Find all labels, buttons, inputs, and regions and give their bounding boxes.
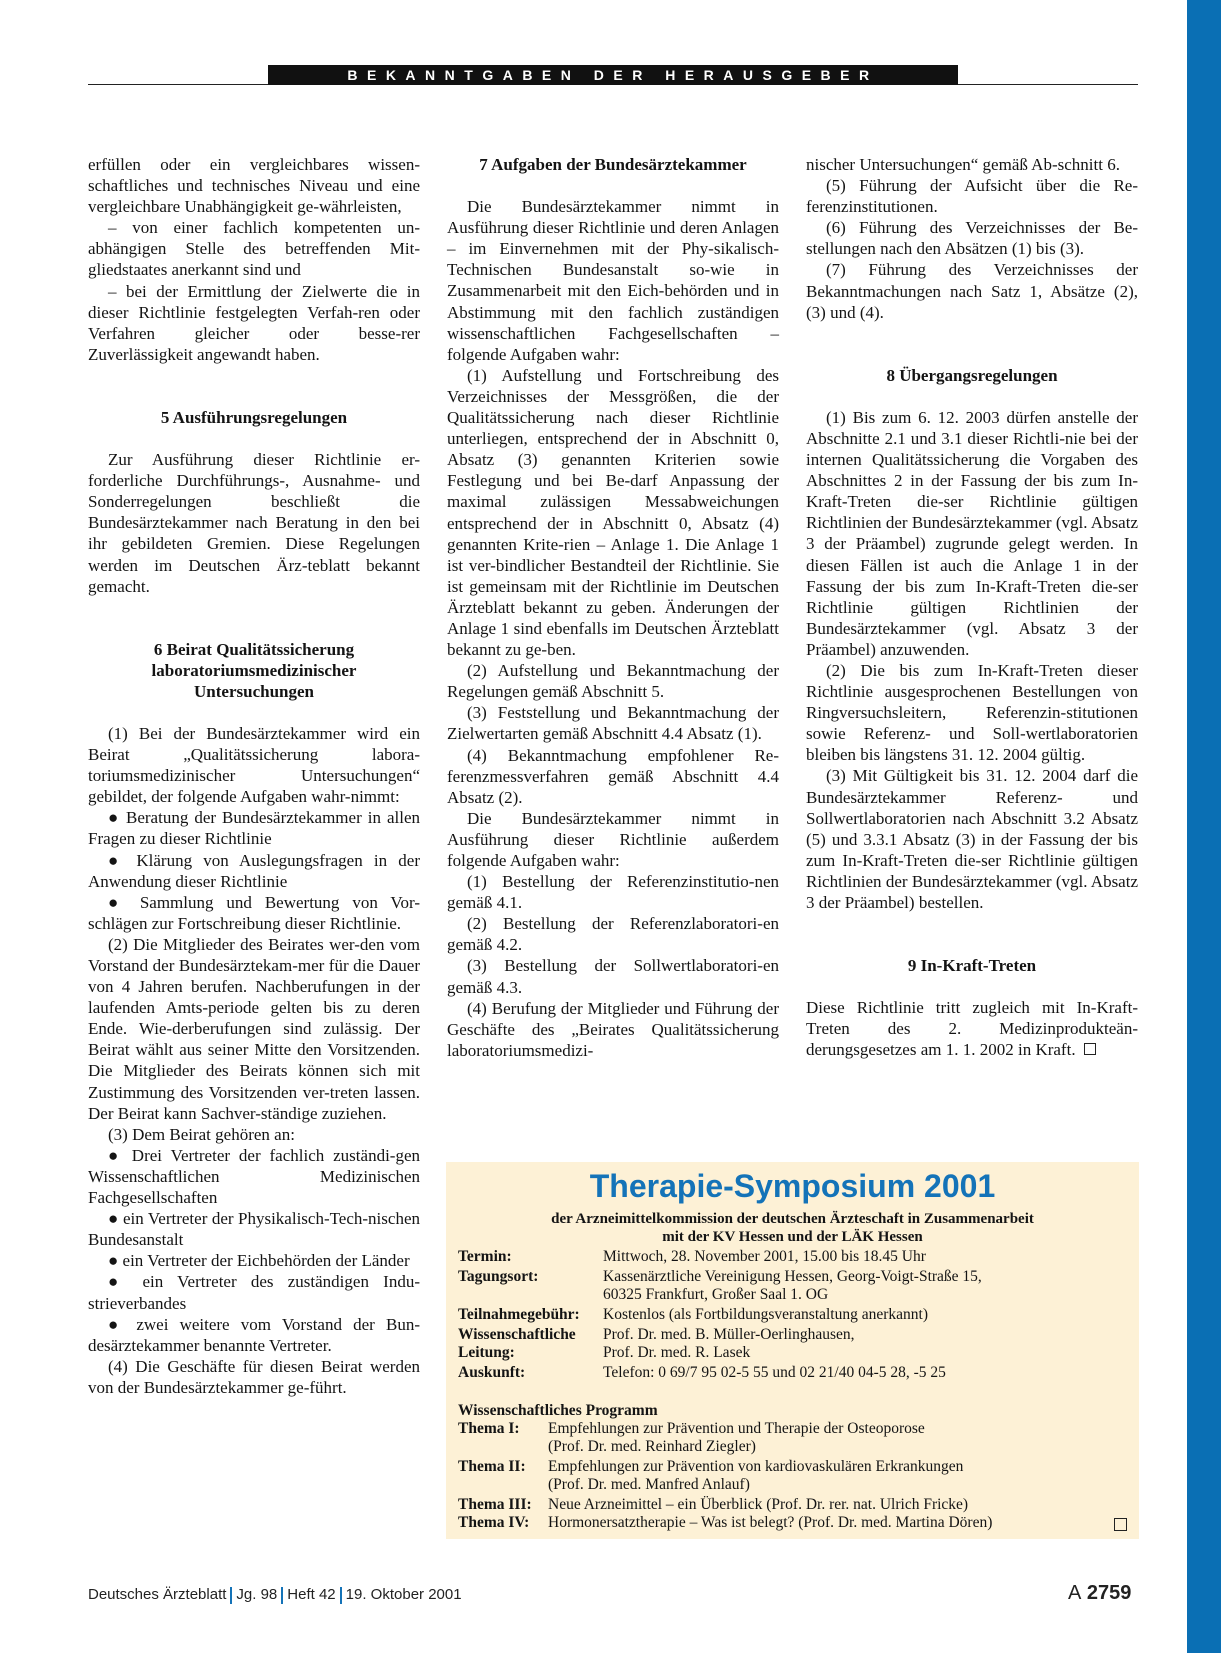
paragraph: Die Bundesärztekammer nimmt in Ausführung dieser Richtlinie und deren Anlagen – im Einvernehmen mit der Phy-sikalisch-Technischen Bundesanstalt so-wie in Zusammenarbeit mit den Eich-behörden und in Abstimmung mit den fachlich zuständigen wissenschaftlichen Fachgesellschaften – folgende Aufgaben wahr: bbox=[447, 197, 779, 364]
column-2 bbox=[447, 154, 779, 1061]
bullet-item: ● ein Vertreter der Eichbehörden der Länder bbox=[108, 1251, 410, 1271]
paragraph: (4) Bekanntmachung empfohlener Re-ferenzmessverfahren gemäß Abschnitt 4.4 Absatz (2). bbox=[447, 745, 779, 807]
infobox-title: Therapie-Symposium 2001 bbox=[589, 1168, 996, 1204]
blue-side-bar bbox=[1187, 0, 1221, 1653]
value: Empfehlungen zur Prävention von kardiovaskulären Erkrankungen bbox=[548, 1458, 964, 1475]
value: Telefon: 0 69/7 95 02-5 55 und 02 21/40 04-5 28, -5 25 bbox=[603, 1364, 946, 1381]
paragraph: (3) Bestellung der Sollwertlaboratori-en gemäß 4.3. bbox=[447, 956, 779, 997]
section-heading-9: 9 In-Kraft-Treten bbox=[907, 956, 1037, 976]
end-mark-icon bbox=[1114, 1518, 1127, 1531]
symposium-infobox bbox=[446, 1162, 1139, 1539]
value: Kostenlos (als Fortbildungsveranstaltung anerkannt) bbox=[603, 1306, 929, 1323]
paragraph: (4) Berufung der Mitglieder und Führung der Geschäfte des „Beirates Qualitätssicherung laboratoriumsmedizi- bbox=[447, 998, 779, 1060]
section-heading-6-line2: laboratoriumsmedizinischer bbox=[151, 660, 357, 680]
section-heading-6-line3: Untersuchungen bbox=[194, 681, 314, 701]
page-prefix: A bbox=[1068, 1582, 1082, 1604]
label: Teilnahmegebühr: bbox=[458, 1306, 580, 1323]
value: Hormonersatztherapie – Was ist belegt? (Prof. Dr. med. Martina Dören) bbox=[548, 1514, 993, 1531]
value: Prof. Dr. med. B. Müller-Oerlinghausen, bbox=[603, 1326, 855, 1343]
column-1 bbox=[88, 154, 420, 1398]
program-heading: Wissenschaftliches Programm bbox=[458, 1402, 658, 1419]
paragraph: (1) Aufstellung und Fortschreibung des Verzeichnisses der Messgrößen, die der Qualitätssicherung nach dieser Richtlinie unterliegen, entsprechend der in Abschnitt 0, Absatz (3) genannten Kriterien sowie Festlegung und bei Be-darf Anpassung der maximal zulässigen Messabweichungen entsprechend der in Abschnitt 0, Absatz (4) genannten Krite-rien – Anlage 1. Die Anlage 1 ist ver-bindlicher Bestandteil der Richtlinie. Sie ist gemeinsam mit der Richtlinie im Deutschen Ärzteblatt bekannt zu geben. Änderungen der Anlage 1 sind ebenfalls im Deutschen Ärzteblatt bekannt zu ge-ben. bbox=[447, 365, 779, 660]
volume: Jg. 98 bbox=[236, 1586, 278, 1603]
date: 19. Oktober 2001 bbox=[345, 1586, 462, 1603]
paragraph: nischer Untersuchungen“ gemäß Ab-schnitt 6. bbox=[806, 155, 1120, 174]
paragraph: (2) Die Mitglieder des Beirates wer-den vom Vorstand der Bundesärztekam-mer für die Dauer von 4 Jahren berufen. Nachberufungen in der laufenden Amts-periode gelten bis zu deren Ende. Wie-derberufungen sind zulässig. Der Beirat wählt aus seiner Mitte den Vorsitzenden. Die Mitglieder des Beirats können sich mit Zustimmung des Vorsitzenden ver-treten lassen. Der Beirat kann Sachver-ständige zuziehen. bbox=[88, 934, 420, 1123]
paragraph: (7) Führung des Verzeichnisses der Bekanntmachungen nach Satz 1, Absätze (2), (3) und (4). bbox=[806, 260, 1138, 322]
journal-name: Deutsches Ärzteblatt bbox=[88, 1586, 227, 1603]
issue: Heft 42 bbox=[287, 1586, 336, 1603]
paragraph: erfüllen oder ein vergleichbares wissen-schaftliches und technisches Niveau und eine vergleichbare Unabhängigkeit ge-währleisten, bbox=[88, 155, 420, 217]
section-heading-7: 7 Aufgaben der Bundesärztekammer bbox=[479, 155, 747, 174]
page-number-value: 2759 bbox=[1086, 1582, 1132, 1604]
label: Thema II: bbox=[458, 1458, 526, 1475]
paragraph: (1) Bestellung der Referenzinstitutio-nen gemäß 4.1. bbox=[447, 872, 779, 913]
paragraph: (2) Aufstellung und Bekanntmachung der Regelungen gemäß Abschnitt 5. bbox=[447, 661, 779, 702]
label: Thema I: bbox=[458, 1420, 520, 1437]
paragraph: (5) Führung der Aufsicht über die Re-ferenzinstitutionen. bbox=[806, 176, 1138, 217]
paragraph: (2) Die bis zum In-Kraft-Treten dieser Richtlinie ausgesprochenen Bestellungen von Ringversuchsleitern, Referenzin-stitutionen sowie Referenz- und Soll-wertlaboratorien bleiben bis längstens 31. 12. 2004 gültig. bbox=[806, 660, 1138, 765]
section-heading-5: 5 Ausführungsregelungen bbox=[160, 407, 348, 427]
bullet-item: ● zwei weitere vom Vorstand der Bun-desärztekammer benannte Vertreter. bbox=[88, 1314, 420, 1355]
end-mark-icon bbox=[1084, 1043, 1096, 1055]
value: (Prof. Dr. med. Reinhard Ziegler) bbox=[548, 1438, 756, 1455]
final-text: Diese Richtlinie tritt zugleich mit In-Kraft-Treten des 2. Medizinprodukteän-derungsgesetzes am 1. 1. 2002 in Kraft. bbox=[806, 998, 1138, 1060]
footer bbox=[88, 1586, 462, 1604]
bullet-item: ● Drei Vertreter der fachlich zuständi-gen Wissenschaftlichen Medizinischen Fachgesellschaften bbox=[88, 1145, 420, 1208]
label: Termin: bbox=[458, 1248, 512, 1265]
section-header: BEKANNTGABEN DER HERAUSGEBER bbox=[268, 65, 958, 85]
paragraph: (2) Bestellung der Referenzlaboratori-en gemäß 4.2. bbox=[447, 914, 779, 955]
paragraph: (1) Bei der Bundesärztekammer wird ein Beirat „Qualitätssicherung labora-toriumsmedizinischer Untersuchungen“ gebildet, der folgende Aufgaben wahr-nimmt: bbox=[88, 723, 420, 807]
paragraph: Die Bundesärztekammer nimmt in Ausführung dieser Richtlinie außerdem folgende Aufgaben wahr: bbox=[447, 808, 779, 870]
separator bbox=[230, 1587, 232, 1604]
paragraph: (3) Feststellung und Bekanntmachung der Zielwertarten gemäß Abschnitt 4.4 Absatz (1). bbox=[447, 703, 779, 744]
separator bbox=[340, 1587, 342, 1604]
paragraph: – von einer fachlich kompetenten un-abhängigen Stelle des betreffenden Mit-gliedstaates anerkannt sind und bbox=[88, 218, 420, 280]
separator bbox=[281, 1587, 283, 1604]
value: Kassenärztliche Vereinigung Hessen, Georg-Voigt-Straße 15, bbox=[603, 1268, 982, 1285]
paragraph: – bei der Ermittlung der Zielwerte die in dieser Richtlinie festgelegten Verfah-ren oder Verfahren gleicher oder besse-rer Zuverlässigkeit angewandt haben. bbox=[88, 281, 420, 364]
value: 60325 Frankfurt, Großer Saal 1. OG bbox=[603, 1286, 829, 1303]
value: Mittwoch, 28. November 2001, 15.00 bis 18.45 Uhr bbox=[603, 1248, 926, 1265]
infobox-subtitle bbox=[446, 1210, 1139, 1246]
bullet-item: ● Sammlung und Bewertung von Vor-schlägen zur Fortschreibung dieser Richtlinie. bbox=[88, 892, 420, 933]
label: Tagungsort: bbox=[458, 1268, 539, 1285]
column-3 bbox=[806, 154, 1138, 1060]
label: Thema IV: bbox=[458, 1514, 530, 1531]
paragraph-final bbox=[806, 997, 1138, 1060]
paragraph: (1) Bis zum 6. 12. 2003 dürfen anstelle der Abschnitte 2.1 und 3.1 dieser Richtli-nie bei der internen Qualitätssicherung die Vorgaben des Abschnittes 2 in der Fassung der bis zum In-Kraft-Treten die-ser Richtlinie gültigen Richtlinien der Bundesärztekammer (vgl. Absatz 3 der Präambel) zugrunde gelegt werden. In diesen Fällen ist auch die Anlage 1 in der Fassung der bis zum In-Kraft-Treten die-ser Richtlinie gültigen Richtlinien der Bundesärztekammer (vgl. Absatz 3 der Präambel) anzuwenden. bbox=[806, 407, 1138, 659]
value: Empfehlungen zur Prävention und Therapie der Osteoporose bbox=[548, 1420, 925, 1437]
subtitle-line: mit der KV Hessen und der LÄK Hessen bbox=[662, 1229, 923, 1245]
page-number bbox=[1068, 1582, 1131, 1605]
value: Prof. Dr. med. R. Lasek bbox=[603, 1344, 751, 1361]
label: Leitung: bbox=[458, 1344, 515, 1361]
subtitle-line: der Arzneimittelkommission der deutschen Ärzteschaft in Zusammenarbeit bbox=[551, 1211, 1034, 1227]
paragraph: (3) Mit Gültigkeit bis 31. 12. 2004 darf die Bundesärztekammer Referenz- und Sollwertlaboratorien nach Abschnitt 3.2 Absatz (5) und 3.3.1 Absatz (3) in der Fassung der bis zum In-Kraft-Treten die-ser Richtlinie gültigen Richtlinien der Bundesärztekammer (vgl. Absatz 3 der Präambel) bestellen. bbox=[806, 766, 1138, 912]
paragraph: (3) Dem Beirat gehören an: bbox=[108, 1124, 295, 1144]
section-heading-6-line1: 6 Beirat Qualitätssicherung bbox=[153, 639, 355, 659]
label: Thema III: bbox=[458, 1496, 532, 1513]
bullet-item: ● Klärung von Auslegungsfragen in der Anwendung dieser Richtlinie bbox=[88, 850, 420, 891]
bullet-item: ● Beratung der Bundesärztekammer in allen Fragen zu dieser Richtlinie bbox=[88, 808, 420, 849]
paragraph: (6) Führung des Verzeichnisses der Be-stellungen nach den Absätzen (1) bis (3). bbox=[806, 218, 1138, 259]
section-heading-8: 8 Übergangsregelungen bbox=[886, 365, 1058, 385]
bullet-item: ● ein Vertreter der Physikalisch-Tech-nischen Bundesanstalt bbox=[88, 1209, 420, 1250]
paragraph: Zur Ausführung dieser Richtlinie er-forderliche Durchführungs-, Ausnahme- und Sonderregelungen beschließt die Bundesärztekammer nach Beratung in den bei ihr gebildeten Gremien. Diese Regelungen werden im Deutschen Ärz-teblatt bekannt gemacht. bbox=[88, 450, 420, 596]
label: Wissenschaftliche bbox=[458, 1326, 576, 1343]
paragraph: (4) Die Geschäfte für diesen Beirat werden von der Bundesärztekammer ge-führt. bbox=[88, 1356, 420, 1397]
value: Neue Arzneimittel – ein Überblick (Prof. Dr. rer. nat. Ulrich Fricke) bbox=[548, 1496, 969, 1513]
bullet-item: ● ein Vertreter des zuständigen Indu-strieverbandes bbox=[88, 1272, 420, 1313]
label: Auskunft: bbox=[458, 1364, 526, 1381]
value: (Prof. Dr. med. Manfred Anlauf) bbox=[548, 1476, 750, 1493]
